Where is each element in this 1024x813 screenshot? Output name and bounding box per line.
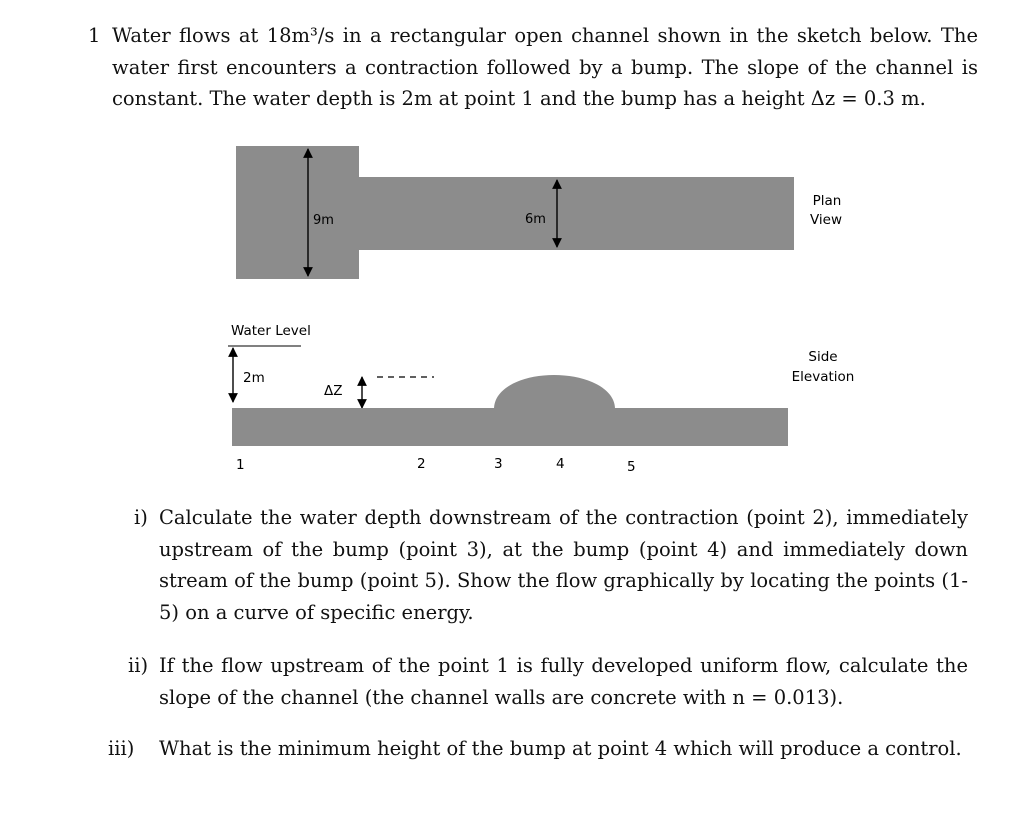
question-iii-label: iii) (108, 737, 135, 760)
bump (494, 375, 615, 409)
side-elevation (228, 323, 854, 446)
plan-wide-section (236, 146, 359, 279)
plan-view (236, 146, 842, 279)
depth-label: 2m (243, 370, 265, 386)
question-i-text: Calculate the water depth downstream of the contraction (point 2), immediately upstream of the bump (point 3), at the bump (point 4) and immediately down stream of the bump (point 5). Show the flow graphically by locating the points (1-5) on a curve of specific energy. (159, 506, 968, 624)
plan-view-caption-line2: View (809, 212, 843, 228)
plan-view-caption-line1: Plan (812, 193, 842, 209)
wide-width-label: 9m (313, 213, 334, 228)
question-i-label: i) (134, 506, 148, 529)
question-ii-label: ii) (128, 654, 149, 677)
question-iii-text: What is the minimum height of the bump at point 4 which will produce a control. (159, 737, 962, 760)
channel-bed (232, 408, 788, 446)
question-ii (128, 650, 968, 713)
point-labels (236, 456, 636, 475)
question-iii (108, 733, 968, 765)
problem-text: Water flows at 18m³/s in a rectangular open channel shown in the sketch below. The water first encounters a contraction followed by a bump. The slope of the channel is constant. The water depth is 2m at point 1 and the bump has a height Δz = 0.3 m. (112, 24, 978, 110)
side-elevation-caption-line2: Elevation (791, 369, 855, 385)
narrow-width-label: 6m (525, 212, 546, 227)
question-i (134, 502, 968, 628)
point-1-label: 1 (236, 457, 245, 473)
plan-narrow-section (357, 177, 794, 250)
water-level-label: Water Level (231, 323, 311, 339)
problem-number: 1 (88, 24, 101, 47)
point-3-label: 3 (494, 456, 503, 472)
dz-label: ΔZ (324, 383, 343, 399)
question-ii-text: If the flow upstream of the point 1 is fully developed uniform flow, calculate the slope of the channel (the channel walls are concrete with n = 0.013). (159, 654, 968, 709)
point-4-label: 4 (556, 456, 565, 472)
point-5-label: 5 (627, 459, 636, 475)
point-2-label: 2 (417, 456, 426, 472)
side-elevation-caption-line1: Side (808, 349, 838, 365)
